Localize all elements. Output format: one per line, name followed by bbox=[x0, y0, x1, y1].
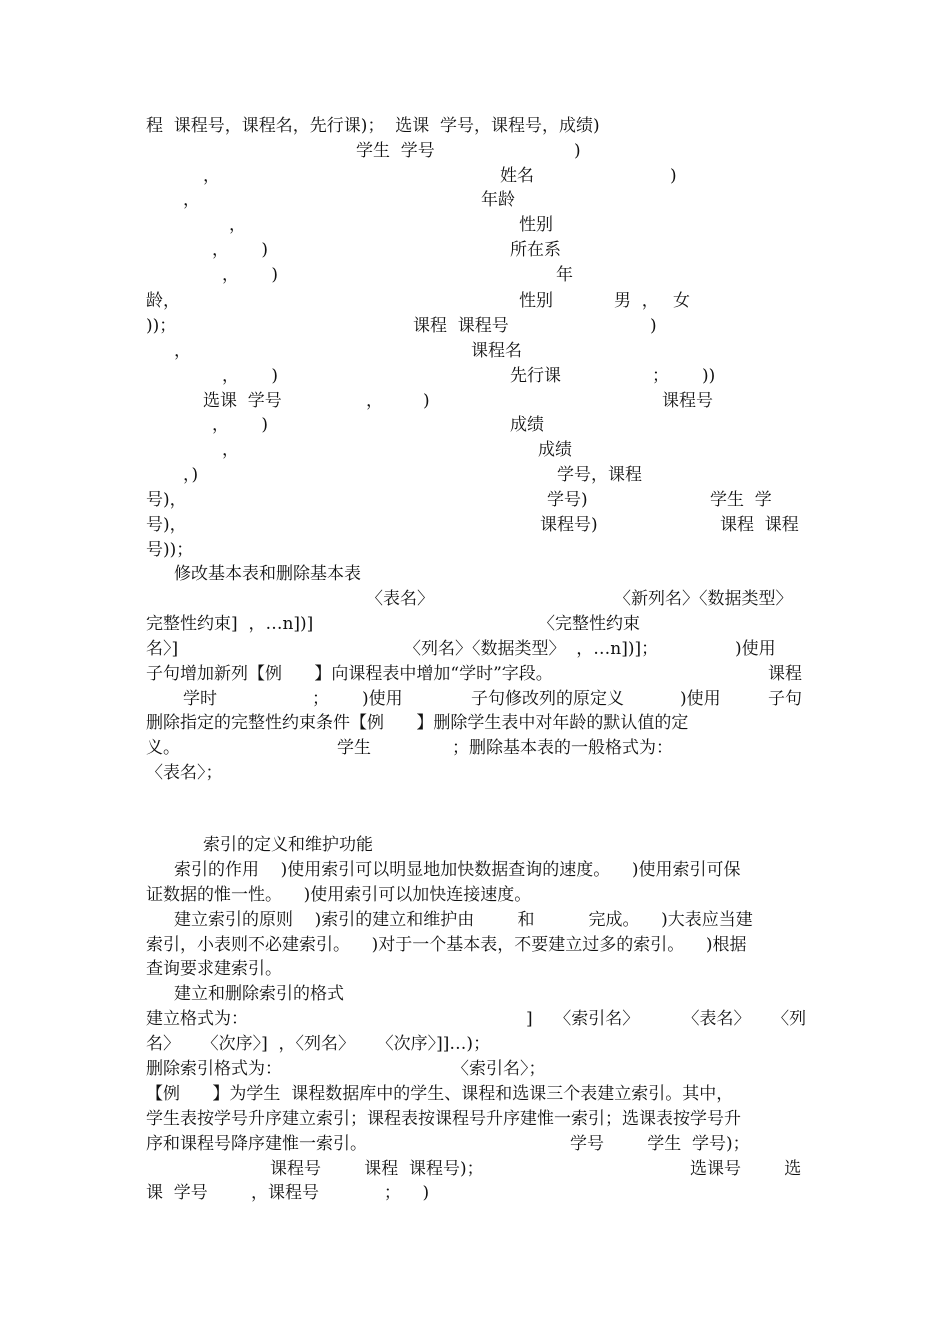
text-line: 证数据的惟一性。 )使用索引可以加快连接速度。 bbox=[146, 885, 532, 905]
text-line: 子句增加新列【例 】向课程表中增加“学时”字段。 bbox=[146, 664, 553, 684]
text-line: 课程 bbox=[768, 664, 802, 684]
text-line: 〈列名〉〈数据类型〉 ，…n])]； bbox=[404, 639, 659, 659]
text-line: ， bbox=[229, 215, 246, 235]
text-line: 所在系 bbox=[510, 240, 561, 260]
text-line: 课程 课程 bbox=[720, 515, 799, 535]
text-line: 程 课程号，课程名，先行课)； 选课 学号，课程号，成绩) bbox=[146, 116, 600, 136]
text-line: ， bbox=[366, 391, 383, 411]
text-line: ，) bbox=[183, 465, 199, 485]
text-line: 学号) bbox=[547, 490, 588, 510]
text-line: 索引的定义和维护功能 bbox=[203, 835, 373, 855]
text-line: ， bbox=[203, 166, 220, 186]
text-line: 完整性约束] ，…n])] bbox=[146, 614, 314, 634]
text-line: 性别 bbox=[519, 215, 553, 235]
text-line: 性别 bbox=[519, 291, 553, 311]
text-line: 〈表名〉 bbox=[366, 589, 434, 609]
text-line: ， ) bbox=[222, 366, 279, 386]
text-line: 号))； bbox=[146, 540, 194, 560]
text-line: 名〉] bbox=[146, 639, 179, 659]
text-line: ， bbox=[174, 341, 191, 361]
text-line: 成绩 bbox=[510, 415, 544, 435]
text-line: )) bbox=[702, 366, 716, 386]
text-line: 女 bbox=[673, 291, 690, 311]
text-line: ， ) bbox=[212, 240, 269, 260]
text-line: 学生 bbox=[337, 738, 371, 758]
text-line: ；删除基本表的一般格式为： bbox=[452, 738, 673, 758]
text-line: 学时 bbox=[183, 689, 217, 709]
text-line: 建立索引的原则 )索引的建立和维护由 和 完成。 )大表应当建 bbox=[174, 910, 753, 930]
text-line: 修改基本表和删除基本表 bbox=[174, 564, 361, 584]
text-line: 〈新列名〉〈数据类型〉 bbox=[614, 589, 793, 609]
text-line: 删除索引格式为： bbox=[146, 1059, 282, 1079]
text-line: 查询要求建索引。 bbox=[146, 959, 282, 979]
text-line: 索引的作用 )使用索引可以明显地加快数据查询的速度。 )使用索引可保 bbox=[174, 860, 741, 880]
text-line: 子句 bbox=[768, 689, 802, 709]
text-line: 〈索引名〉； bbox=[452, 1059, 546, 1079]
text-line: 子句修改列的原定义 bbox=[471, 689, 624, 709]
text-line: 学生 学号 bbox=[356, 141, 435, 161]
text-line: ， ) bbox=[212, 415, 269, 435]
text-line: 义。 bbox=[146, 738, 180, 758]
text-line: ) bbox=[574, 141, 581, 161]
text-line: 学生 学 bbox=[710, 490, 772, 510]
text-line: 课程号) bbox=[540, 515, 598, 535]
text-line: 号)， bbox=[146, 490, 187, 510]
text-line: 删除指定的完整性约束条件【例 】删除学生表中对年龄的默认值的定 bbox=[146, 713, 689, 733]
text-line: 名〉 〈次序〉] ，〈列名〉 〈次序〉]]…)； bbox=[146, 1034, 491, 1054]
text-line: 先行课 bbox=[510, 366, 561, 386]
text-line: 课程号 课程 课程号)； bbox=[270, 1159, 484, 1179]
text-line: ) bbox=[650, 316, 657, 336]
text-line: 学号 学生 学号)； bbox=[570, 1134, 750, 1154]
text-line: 课程名 bbox=[471, 341, 522, 361]
text-line: ， bbox=[222, 440, 239, 460]
text-line: 选课号 选 bbox=[690, 1159, 802, 1179]
text-line: ) bbox=[423, 391, 430, 411]
text-line: ， ) bbox=[222, 265, 279, 285]
text-line: 选课 学号 bbox=[203, 391, 282, 411]
text-line: 年 bbox=[556, 265, 573, 285]
text-line: 〈完整性约束 bbox=[538, 614, 640, 634]
text-line: )使用 bbox=[735, 639, 776, 659]
text-line: 学生表按学号升序建立索引；课程表按课程号升序建惟一索引；选课表按学号升 bbox=[146, 1109, 741, 1129]
text-line: 课 学号 ，课程号 ； ) bbox=[146, 1183, 430, 1203]
text-line: 建立格式为： bbox=[146, 1009, 248, 1029]
text-line: ))； bbox=[146, 316, 177, 336]
text-line: 男 ， bbox=[614, 291, 659, 311]
text-line: 学号，课程 bbox=[557, 465, 642, 485]
text-line: ； bbox=[652, 366, 669, 386]
text-line: 成绩 bbox=[538, 440, 572, 460]
text-line: 姓名 bbox=[500, 166, 534, 186]
text-line: 课程 课程号 bbox=[413, 316, 509, 336]
text-line: 号)， bbox=[146, 515, 187, 535]
text-line: ， bbox=[183, 190, 200, 210]
text-line: ] 〈索引名〉 〈表名〉 〈列 bbox=[526, 1009, 807, 1029]
text-line: 序和课程号降序建惟一索引。 bbox=[146, 1134, 367, 1154]
text-line: ； bbox=[312, 689, 329, 709]
text-line: 索引，小表则不必建索引。 )对于一个基本表，不要建立过多的索引。 )根据 bbox=[146, 935, 747, 955]
text-line: )使用 bbox=[680, 689, 721, 709]
text-line: 【例 】为学生 课程数据库中的学生、课程和选课三个表建立索引。其中， bbox=[146, 1084, 734, 1104]
text-line: 建立和删除索引的格式 bbox=[174, 984, 344, 1004]
text-line: 年龄 bbox=[481, 190, 515, 210]
text-line: )使用 bbox=[362, 689, 403, 709]
text-line: 〈表名〉； bbox=[146, 763, 223, 783]
text-line: 龄， bbox=[146, 291, 180, 311]
text-line: ) bbox=[670, 166, 677, 186]
text-line: 课程号 bbox=[662, 391, 713, 411]
